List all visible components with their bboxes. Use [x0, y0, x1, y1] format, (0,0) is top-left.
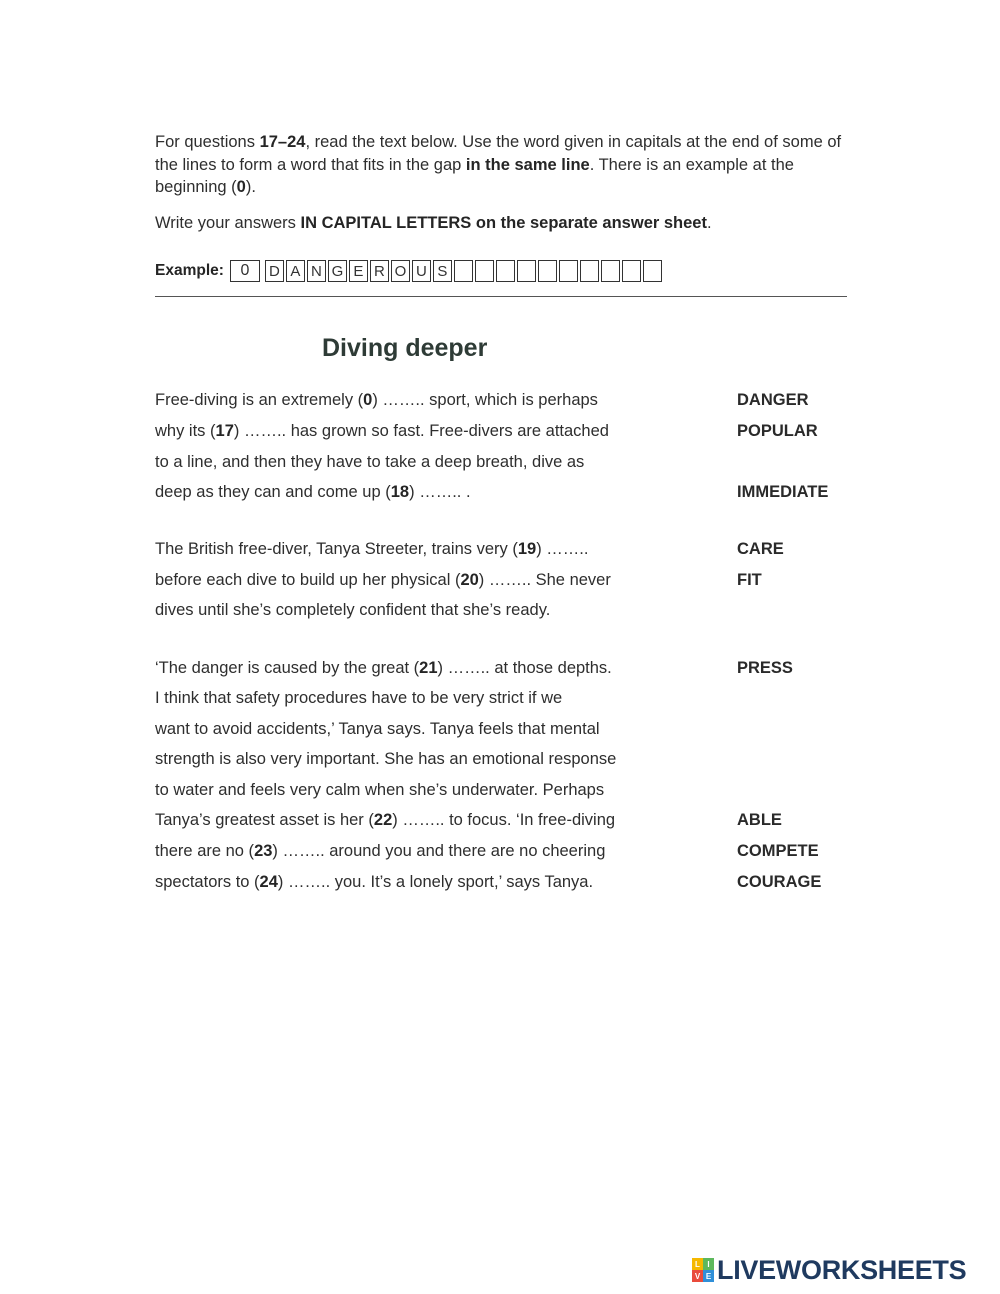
- line-text: want to avoid accidents,’ Tanya says. Tanya feels that mental: [155, 720, 600, 738]
- example-letter-box: S: [433, 260, 452, 282]
- logo-mark-tile: E: [703, 1270, 714, 1282]
- gap-text: ) …….. sport, which is perhaps: [372, 391, 598, 409]
- logo-mark-tile: I: [703, 1258, 714, 1270]
- key-word: FIT: [737, 571, 762, 589]
- line-text: Tanya’s greatest asset is her (: [155, 811, 374, 829]
- key-word: COMPETE: [737, 842, 819, 860]
- line-text: I think that safety procedures have to be very strict if we: [155, 689, 563, 707]
- divider-line: [155, 296, 847, 297]
- line-text: strength is also very important. She has an emotional response: [155, 750, 617, 768]
- gap-text: ) …….. She never: [478, 571, 611, 589]
- question-number: 0: [363, 391, 373, 409]
- text-title: Diving deeper: [322, 334, 488, 362]
- line-text: deep as they can and come up (: [155, 483, 391, 501]
- line-text: spectators to (: [155, 873, 260, 891]
- answer-instructions: Write your answers IN CAPITAL LETTERS on the separate answer sheet.: [155, 214, 712, 232]
- line-text: ‘The danger is caused by the great (: [155, 659, 420, 677]
- example-letter-box: [454, 260, 473, 282]
- liveworksheets-logo: [692, 1254, 966, 1286]
- example-letter-box: [601, 260, 620, 282]
- text-line: [155, 688, 562, 708]
- gap-text: ) …….. at those depths.: [437, 659, 612, 677]
- example-letter-box: [580, 260, 599, 282]
- text-line: [155, 872, 593, 892]
- text-line: [155, 841, 605, 861]
- line-text: to a line, and then they have to take a deep breath, dive as: [155, 453, 585, 471]
- example-answer-boxes: [230, 260, 664, 282]
- question-number: 17: [215, 422, 234, 440]
- example-label: Example:: [155, 262, 224, 279]
- instructions-paragraph: For questions 17–24, read the text below. Use the word given in capitals at the end of some of the lines to form a word that fits in the gap in the same line. There is an example at the beginning (0).: [155, 133, 842, 196]
- example-letter-box: [475, 260, 494, 282]
- question-number: 19: [517, 540, 537, 558]
- text-line: [155, 539, 588, 559]
- question-number: 18: [390, 483, 410, 501]
- key-word: ABLE: [737, 811, 782, 829]
- key-word: POPULAR: [737, 422, 818, 440]
- question-number: 24: [259, 873, 278, 891]
- example-letter-box: O: [391, 260, 410, 282]
- example-letter-box: E: [349, 260, 368, 282]
- example-letter-box: N: [307, 260, 326, 282]
- example-number-box: 0: [230, 260, 260, 282]
- text-line: [155, 390, 598, 410]
- key-word: DANGER: [737, 391, 809, 409]
- example-letter-box: [538, 260, 557, 282]
- gap-text: ) …….. has grown so fast. Free-divers are attached: [233, 422, 609, 440]
- key-word: IMMEDIATE: [737, 483, 829, 501]
- text-line: [155, 658, 612, 678]
- example-letter-box: [643, 260, 662, 282]
- text-line: [155, 600, 550, 620]
- example-row: [155, 258, 664, 284]
- text-line: [155, 482, 471, 502]
- gap-text: ) ……..: [536, 540, 589, 558]
- example-letter-box: [622, 260, 641, 282]
- example-letter-box: U: [412, 260, 431, 282]
- logo-mark-tile: V: [692, 1270, 703, 1282]
- gap-text: ) …….. .: [409, 483, 471, 501]
- line-text: why its (: [155, 422, 216, 440]
- line-text: there are no (: [155, 842, 255, 860]
- example-letter-box: [559, 260, 578, 282]
- line-text: Free-diving is an extremely (: [155, 391, 364, 409]
- logo-text: LIVEWORKSHEETS: [717, 1254, 967, 1285]
- line-text: to water and feels very calm when she’s underwater. Perhaps: [155, 781, 605, 799]
- text-line: [155, 570, 611, 590]
- key-word: PRESS: [737, 659, 793, 677]
- line-text: The British free-diver, Tanya Streeter, trains very (: [155, 540, 518, 558]
- text-line: [155, 719, 600, 739]
- text-line: [155, 749, 616, 769]
- logo-mark-tile: L: [692, 1258, 703, 1270]
- gap-text: ) …….. you. It’s a lonely sport,’ says Tanya.: [277, 873, 594, 891]
- example-letter-box: D: [265, 260, 284, 282]
- question-number: 23: [254, 842, 273, 860]
- example-letter-box: R: [370, 260, 389, 282]
- text-line: [155, 810, 615, 830]
- liveworksheets-logo-icon: [692, 1258, 714, 1282]
- text-line: [155, 780, 604, 800]
- key-word: COURAGE: [737, 873, 822, 891]
- example-letter-box: A: [286, 260, 305, 282]
- example-letter-box: G: [328, 260, 347, 282]
- question-number: 22: [373, 811, 393, 829]
- question-number: 20: [460, 571, 479, 589]
- gap-text: ) …….. around you and there are no cheering: [272, 842, 606, 860]
- example-letter-box: [517, 260, 536, 282]
- question-number: 21: [419, 659, 438, 677]
- example-letter-box: [496, 260, 515, 282]
- text-line: [155, 452, 584, 472]
- line-text: dives until she’s completely confident that she’s ready.: [155, 601, 551, 619]
- key-word: CARE: [737, 540, 784, 558]
- line-text: before each dive to build up her physical (: [155, 571, 461, 589]
- gap-text: ) …….. to focus. ‘In free-diving: [392, 811, 616, 829]
- text-line: [155, 421, 609, 441]
